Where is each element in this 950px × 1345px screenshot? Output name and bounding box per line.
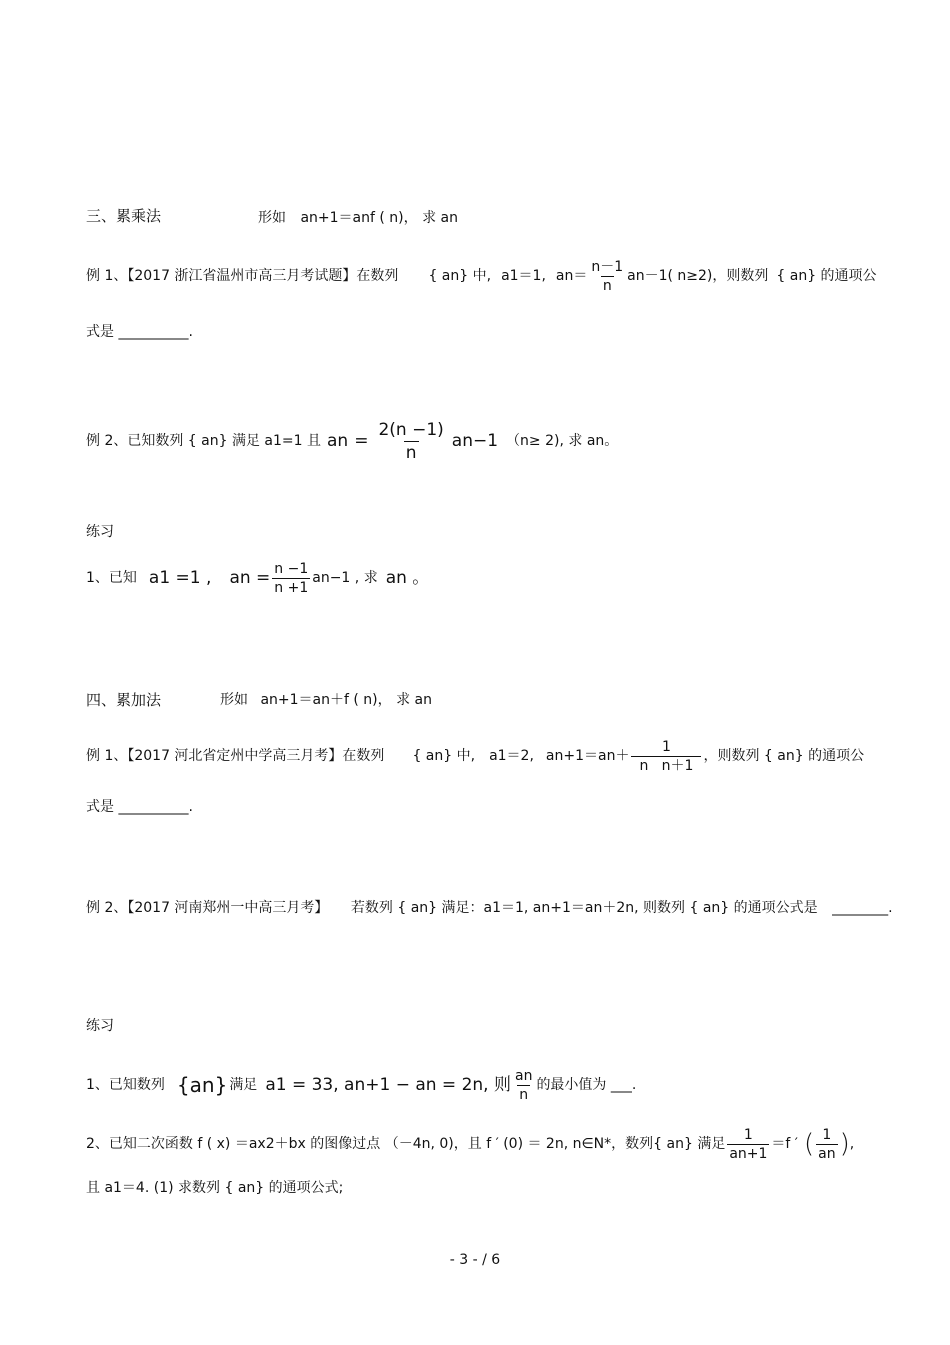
example-3-1-line2: 式是 __________. [86,324,193,340]
fraction: $\frac{an}{n}$ [514,1067,533,1103]
practice-title: 练习 [86,524,114,540]
fraction: $\frac{1}{\text{n n＋1}}$ [631,738,701,775]
fraction: $\frac{n-1}{n}$ [591,258,624,294]
section-title-addition: 四、累加法 [86,691,162,709]
section-title-multiplication: 三、累乘法 [86,207,162,225]
page-number: - 3 - / 6 [449,1252,501,1268]
practice-3-q1: 1、已知 a1 =1 , an = $\frac{n -1}{n +1}$ an−1 , 求 an 。 [86,560,430,596]
fraction: $\frac{n -1}{n +1}$ [274,560,309,596]
practice-4-q2: 2、已知二次函数 f ( x) ＝ax2＋bx 的图像过点 （－4n, 0)，且 f ′ (0) ＝ 2n, n∈N*，数列{ an} 满足 $\frac{1}{an+1}$ ＝f ′ ( $\frac{1}{an}$ ) , [86,1126,855,1162]
form-formula: an+1＝anf ( n) [300,210,404,226]
fraction: $\frac{1}{an}$ [818,1126,836,1162]
example-3-2: 例 2、已知数列 { an} 满足 a1=1 且 an = $\frac{2(n -1)}{n}$ an−1 （n≥ 2), 求 an。 [86,419,619,463]
practice-4-q1: 1、已知数列 {an} 满足 a1 = 33, an+1 − an = 2n, 则 $\frac{an}{n}$ 的最小值为 ___. [86,1067,637,1103]
example-4-1-line2: 式是 __________. [86,799,193,815]
fraction: $\frac{2(n -1)}{n}$ [378,419,444,463]
form-formula: an+1＝an＋f ( n) [260,692,378,708]
practice-4-q2-line2: 且 a1＝4. (1) 求数列 { an} 的通项公式; [86,1180,344,1196]
fraction: $\frac{1}{an+1}$ [729,1126,768,1162]
practice-title: 练习 [86,1018,114,1034]
example-3-1: 例 1、【2017 浙江省温州市高三月考试题】在数列 { an} 中, a1＝1, an＝ $\frac{n-1}{n}$ an－1( n≥2)，则数列 { an} 的通项公 [86,258,877,294]
example-4-2: 例 2、【2017 河南郑州一中高三月考】 若数列 { an} 满足：a1＝1, an+1＝an＋2n, 则数列 { an} 的通项公式是 ________. [86,900,893,916]
section4-form: 形如 an+1＝an＋f ( n)， 求 an [220,692,432,708]
section3-form: 形如 an+1＝anf ( n)， 求 an [258,210,458,226]
example-4-1: 例 1、【2017 河北省定州中学高三月考】在数列 { an} 中, a1＝2, an+1＝an＋ $\frac{1}{\text{n n＋1}}$ ，则数列 { an} 的通项公 [86,738,865,774]
